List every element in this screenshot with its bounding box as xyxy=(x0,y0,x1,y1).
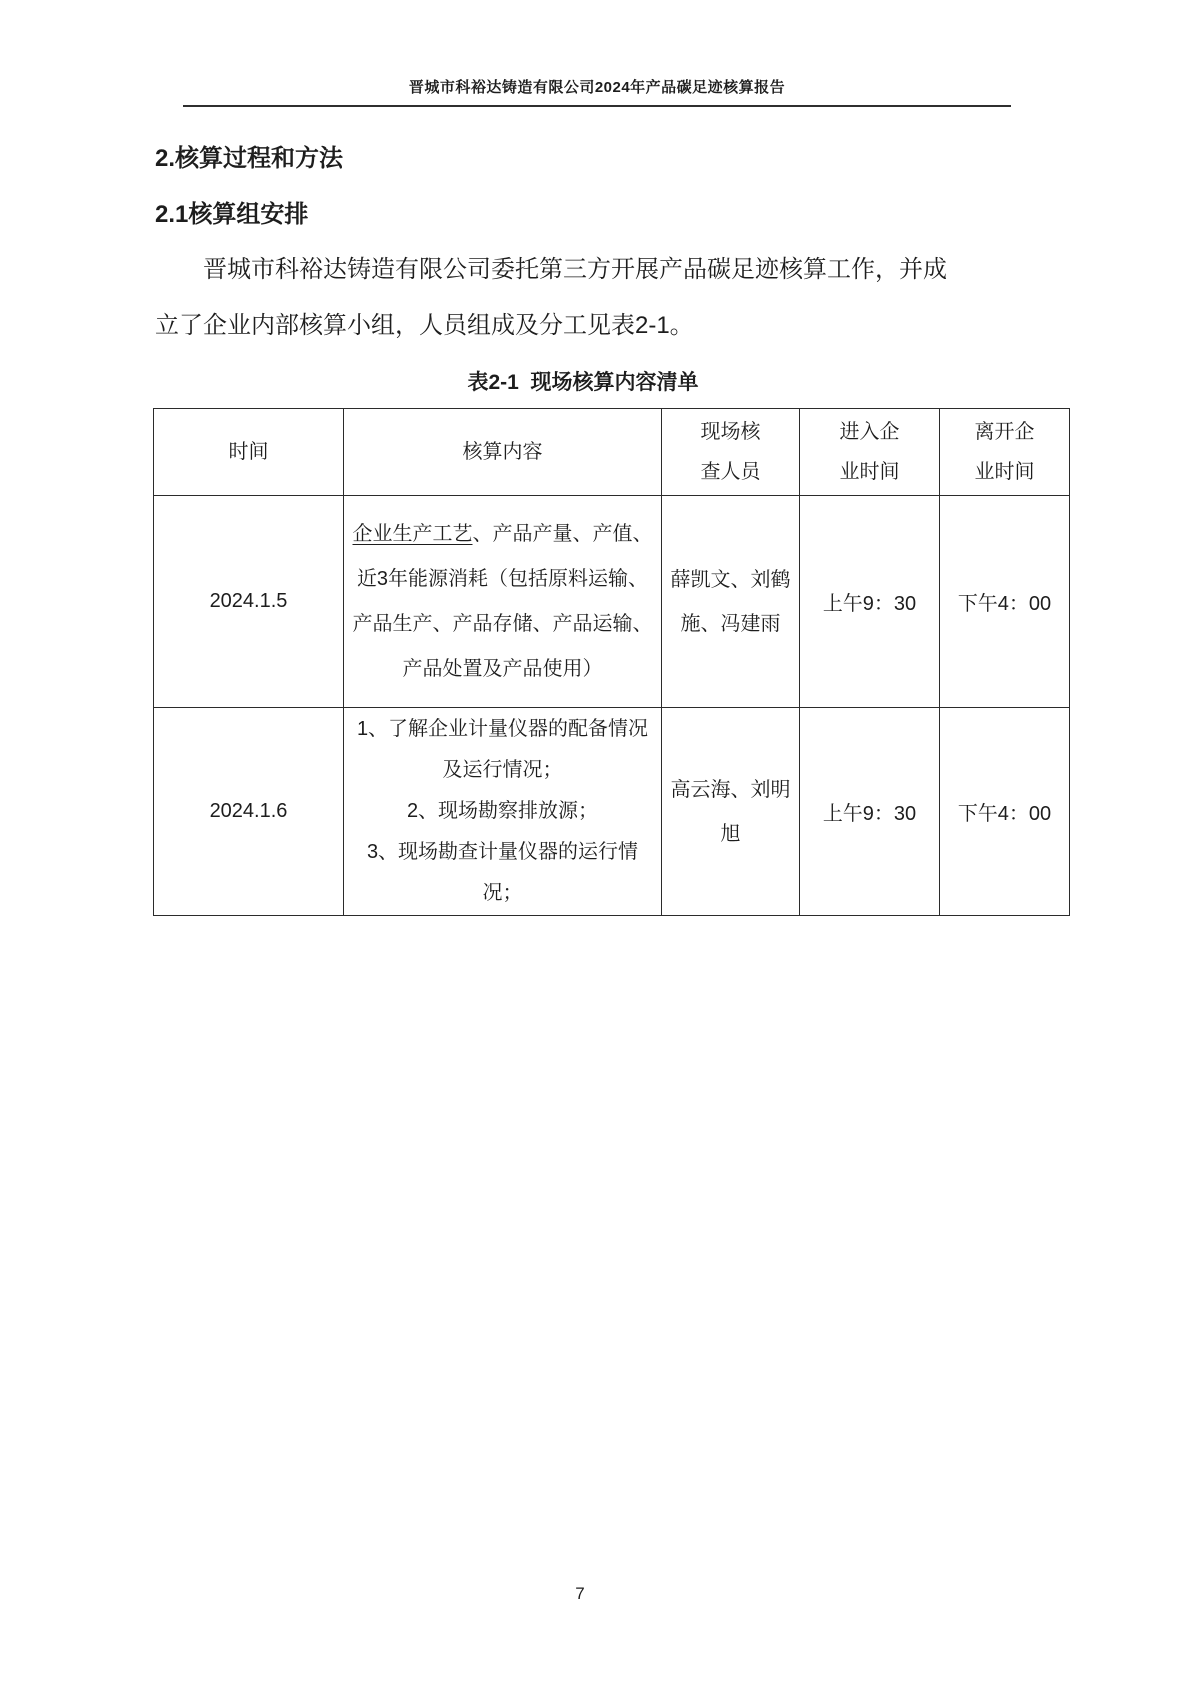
enter-time-cell: 上午9：30 xyxy=(800,496,940,708)
content-item: 1、了解企业计量仪器的配备情况及运行情况； xyxy=(356,718,649,781)
table-header-row xyxy=(154,409,1070,496)
leave-time-cell: 下午4：00 xyxy=(940,496,1070,708)
content-text: 、产品产量、产值、近3年能源消耗（包括原料运输、产品生产、产品存储、产品运输、产品处置及产品使用） xyxy=(352,522,653,680)
table-caption: 表2-1 现场核算内容清单 xyxy=(467,371,699,394)
table-row xyxy=(154,496,1070,708)
section-heading: 2.核算过程和方法 xyxy=(155,145,344,172)
date-cell: 2024.1.5 xyxy=(154,496,344,708)
inspectors-cell: 薛凯文、刘鹤施、冯建雨 xyxy=(662,496,800,708)
column-header-leave-time: 离开企 业时间 xyxy=(940,409,1070,496)
column-header-content: 核算内容 xyxy=(344,409,662,496)
enter-time-cell: 上午9：30 xyxy=(800,708,940,916)
date-cell: 2024.1.6 xyxy=(154,708,344,916)
content-underlined-text: 企业生产工艺 xyxy=(352,522,473,545)
content-item: 3、现场勘查计量仪器的运行情况； xyxy=(366,841,639,904)
column-header-inspectors: 现场核 查人员 xyxy=(662,409,800,496)
table-row xyxy=(154,708,1070,916)
content-cell xyxy=(344,708,662,916)
running-header-title: 晋城市科裕达铸造有限公司2024年产品碳足迹核算报告 xyxy=(408,79,786,96)
body-paragraph: 晋城市科裕达铸造有限公司委托第三方开展产品碳足迹核算工作，并成立了企业内部核算小组，人员组成及分工见表2-1。 xyxy=(155,256,947,339)
subsection-heading: 2.1核算组安排 xyxy=(155,201,309,228)
page-number: 7 xyxy=(575,1584,585,1603)
column-header-time: 时间 xyxy=(154,409,344,496)
leave-time-cell: 下午4：00 xyxy=(940,708,1070,916)
running-header xyxy=(183,76,1011,107)
audit-schedule-table xyxy=(153,408,1070,916)
column-header-enter-time: 进入企 业时间 xyxy=(800,409,940,496)
content-cell xyxy=(344,496,662,708)
inspectors-cell: 高云海、刘明旭 xyxy=(662,708,800,916)
content-item: 2、现场勘察排放源； xyxy=(406,800,599,822)
